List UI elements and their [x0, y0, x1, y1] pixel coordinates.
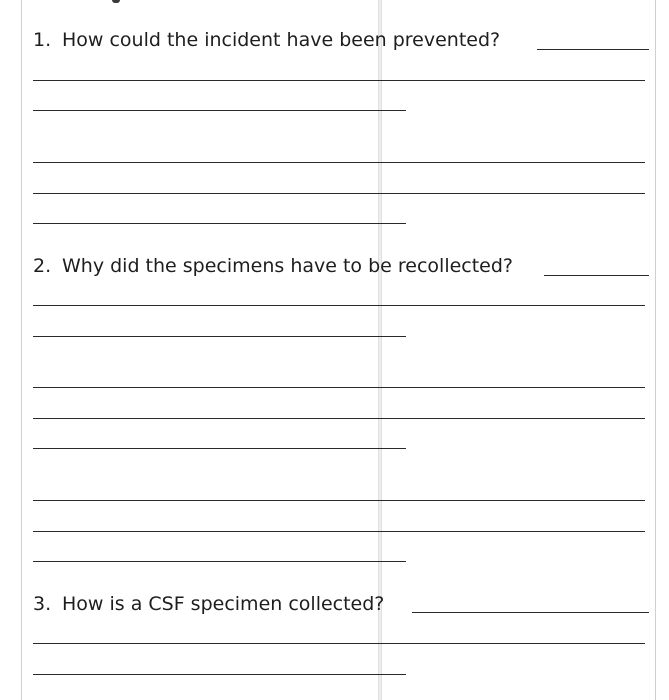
answer-line-1e[interactable]	[33, 223, 406, 224]
page-left-border	[21, 0, 22, 700]
question-1-text: How could the incident have been prevented?	[62, 29, 501, 51]
question-3	[33, 592, 384, 616]
answer-line-2c[interactable]	[33, 387, 645, 388]
question-1	[33, 28, 500, 52]
question-1-number: 1.	[33, 29, 52, 51]
answer-line-3-inline[interactable]	[412, 612, 649, 613]
question-2-number: 2.	[33, 255, 52, 277]
answer-line-2d[interactable]	[33, 418, 645, 419]
question-3-number: 3.	[33, 593, 52, 615]
answer-line-1b[interactable]	[33, 110, 406, 111]
answer-line-2-inline[interactable]	[544, 275, 649, 276]
question-2	[33, 254, 513, 278]
page-right-border	[655, 0, 656, 700]
answer-line-2b[interactable]	[33, 336, 406, 337]
answer-line-2h[interactable]	[33, 561, 406, 562]
answer-line-1c[interactable]	[33, 162, 645, 163]
answer-line-2f[interactable]	[33, 500, 645, 501]
question-3-text: How is a CSF specimen collected?	[62, 593, 385, 615]
answer-line-1d[interactable]	[33, 193, 645, 194]
question-2-text: Why did the specimens have to be recollected?	[62, 255, 514, 277]
answer-line-2g[interactable]	[33, 531, 645, 532]
answer-line-1a[interactable]	[33, 80, 645, 81]
answer-line-2e[interactable]	[33, 448, 406, 449]
answer-line-3a[interactable]	[33, 643, 645, 644]
answer-line-2a[interactable]	[33, 305, 645, 306]
answer-line-3b[interactable]	[33, 674, 406, 675]
answer-line-1-inline[interactable]	[537, 49, 649, 50]
cut-off-glyph	[112, 0, 120, 3]
